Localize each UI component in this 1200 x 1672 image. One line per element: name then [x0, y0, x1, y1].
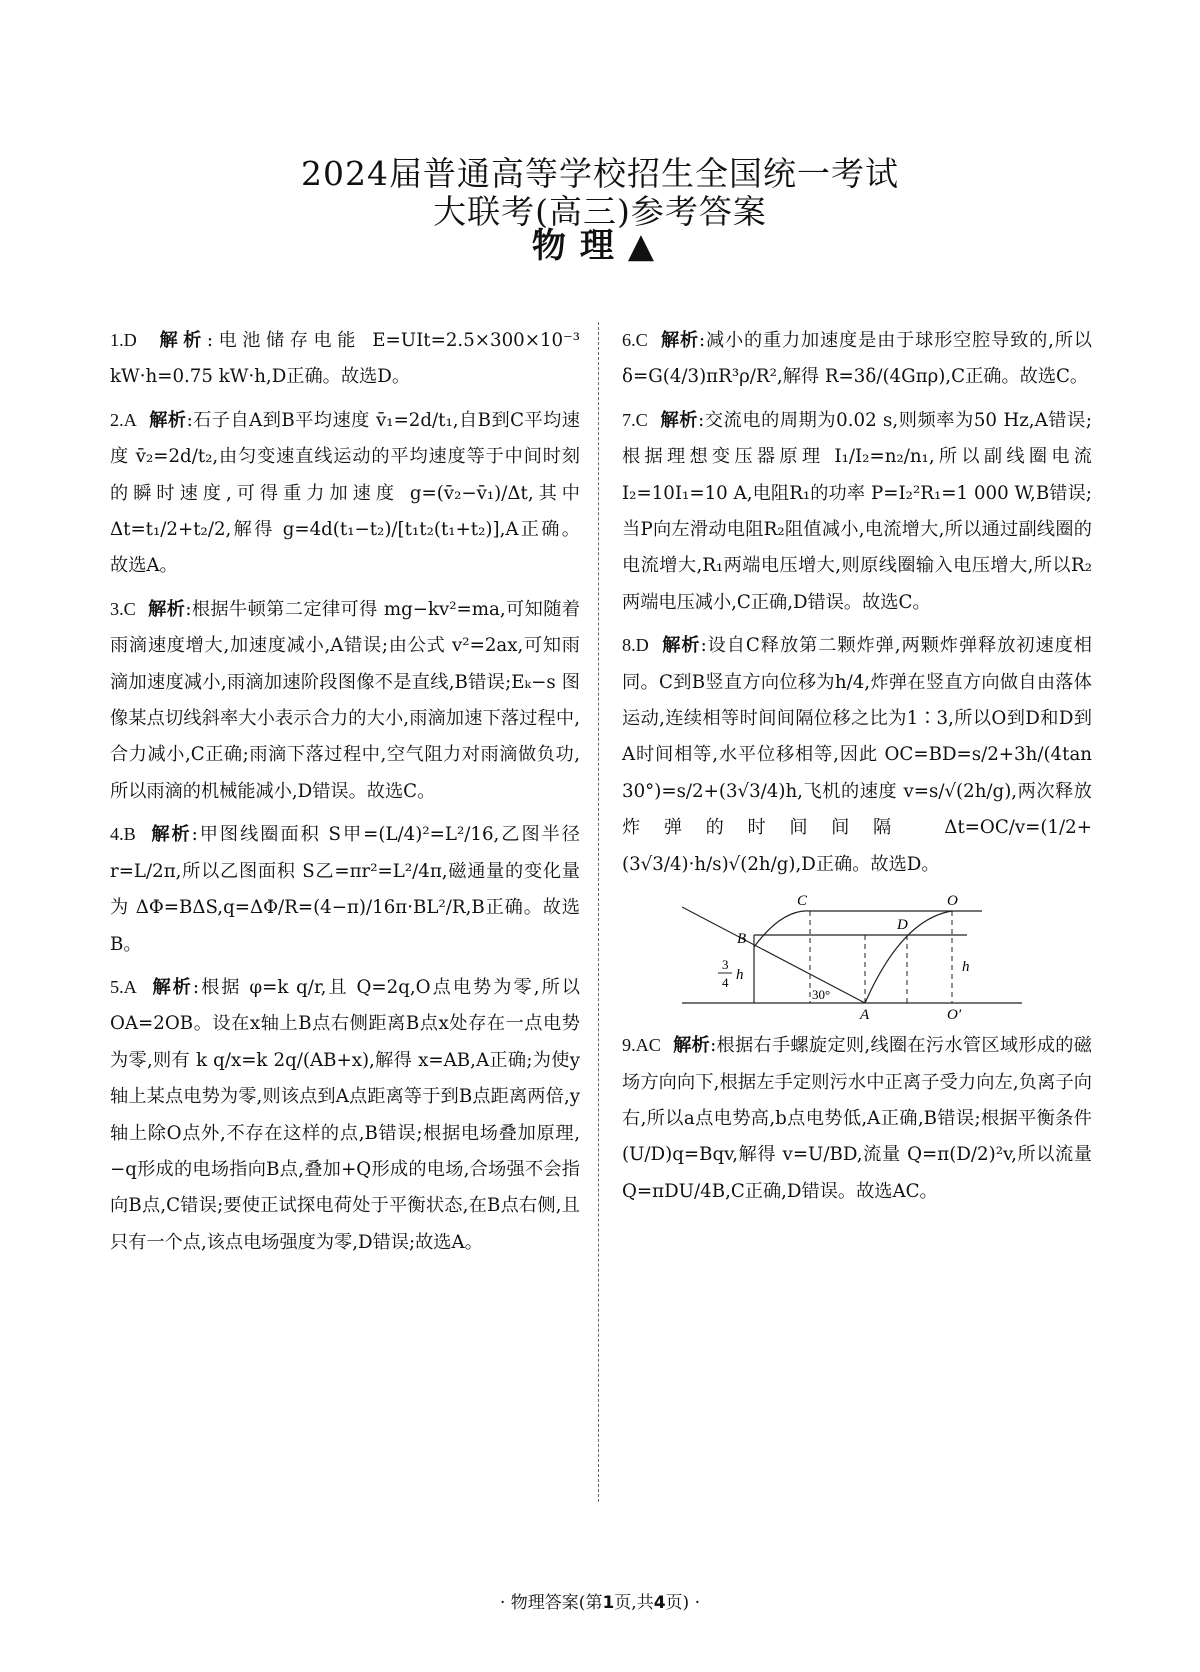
- page-footer: [0, 1588, 1200, 1613]
- item-number: 7.C: [622, 409, 648, 430]
- subject-heading: 物理▲: [531, 226, 669, 266]
- item-number: 4.B: [110, 824, 136, 845]
- analysis-label: 解析: [673, 1035, 711, 1057]
- analysis-label: 解析: [148, 598, 186, 620]
- exam-title-line2: 大联考(高三)参考答案: [433, 192, 767, 231]
- footer-page-number: 1: [602, 1593, 615, 1613]
- trajectory-line: [682, 907, 865, 1003]
- answer-item: [622, 627, 1092, 883]
- exam-title-line1: 2024届普通高等学校招生全国统一考试: [301, 154, 899, 193]
- arc-bc: [754, 911, 810, 947]
- item-number: 1.D: [110, 330, 137, 350]
- analysis-label: 解析: [149, 409, 187, 431]
- answer-item: [110, 969, 580, 1261]
- item-number: 3.C: [110, 598, 136, 619]
- label-o: O: [947, 893, 958, 910]
- item-number: 9.AC: [622, 1035, 661, 1056]
- item-text: :根据牛顿第二定律可得 mg−kv²=ma,可知随着雨滴速度增大,加速度减小,A错误;由公式 v²=2ax,可知雨滴加速度减小,雨滴加速阶段图像不是直线,B错误;Eₖ−s 图像某点切线斜率大小表示合力的大小,雨滴加速下落过程中,合力减小,C正确;雨滴下落过程中,空气阻力对雨滴做负功,所以雨滴的机械能减小,D错误。故选C。: [110, 598, 580, 802]
- label-b: B: [737, 931, 747, 948]
- analysis-label: 解析: [159, 330, 207, 351]
- answer-item: [110, 591, 580, 810]
- analysis-label: 解析: [661, 330, 700, 351]
- footer-left: · 物理答案(第: [500, 1593, 603, 1613]
- left-column: [110, 322, 580, 1267]
- label-h: h: [962, 959, 970, 976]
- item-text: :根据右手螺旋定则,线圈在污水管区域形成的磁场方向向下,根据左手定则污水中正离子受力向左,负离子向右,所以a点电势高,b点电势低,A正确,B错误;根据平衡条件 (U/D)q=Bqv,解得 v=U/BD,流量 Q=π(D/2)²v,所以流量 Q=πDU/4B,C正确,D错误。故选AC。: [622, 1035, 1092, 1202]
- item-text: :设自C释放第二颗炸弹,两颗炸弹释放初速度相同。C到B竖直方向位移为h/4,炸弹在竖直方向做自由落体运动,连续相等时间间隔位移之比为1∶3,所以O到D和D到A时间相等,水平位移相等,因此 OC=BD=s/2+3h/(4tan 30°)=s/2+(3√3/4)h,飞机的速度 v=s/√(2h/g),两次释放炸弹的时间间隔 Δt=OC/v=(1/2+(3√3/4)·h/s)√(2h/g),D正确。故选D。: [622, 635, 1092, 875]
- item-text: :甲图线圈面积 S甲=(L/4)²=L²/16,乙图半径 r=L/2π,所以乙图面积 S乙=πr²=L²/4π,磁通量的变化量为 ΔΦ=BΔS,q=ΔΦ/R=(4−π)/16π·BL²/R,B正确。故选B。: [110, 824, 580, 955]
- item-text: :电池储存电能 E=UIt=2.5×300×10⁻³ kW·h=0.75 kW·h,D正确。故选D。: [110, 330, 580, 388]
- item-text: :减小的重力加速度是由于球形空腔导致的,所以 δ=G(4/3)πR³ρ/R²,解得 R=3δ/(4Gπρ),C正确。故选C。: [622, 330, 1092, 388]
- answer-item: [622, 402, 1092, 621]
- item-text: :石子自A到B平均速度 v̄₁=2d/t₁,自B到C平均速度 v̄₂=2d/t₂,由匀变速直线运动的平均速度等于中间时刻的瞬时速度,可得重力加速度 g=(v̄₂−v̄₁)/Δt,其中 Δt=t₁/2+t₂/2,解得 g=4d(t₁−t₂)/[t₁t₂(t₁+t₂)],A正确。故选A。: [110, 409, 580, 577]
- label-angle: 30°: [812, 987, 831, 1003]
- label-o-prime: O′: [947, 1007, 962, 1020]
- analysis-label: 解析: [660, 409, 699, 431]
- label-d: D: [897, 917, 908, 934]
- right-column: [622, 322, 1092, 1216]
- footer-right: 页) ·: [665, 1593, 700, 1613]
- answer-item: [110, 322, 580, 396]
- footer-total-pages: 4: [653, 1593, 666, 1613]
- answer-item: [110, 816, 580, 963]
- label-c: C: [797, 893, 808, 910]
- analysis-label: 解析: [662, 635, 701, 657]
- item-text: :交流电的周期为0.02 s,则频率为50 Hz,A错误;根据理想变压器原理 I₁/I₂=n₂/n₁,所以副线圈电流 I₂=10I₁=10 A,电阻R₁的功率 P=I₂²R₁=1 000 W,B错误;当P向左滑动电阻R₂阻值减小,电流增大,所以通过副线圈的电流增大,R₁两端电压增大,则原线圈输入电压增大,所以R₂两端电压减小,C正确,D错误。故选C。: [622, 409, 1092, 613]
- parabola-oa: [865, 911, 952, 1003]
- frac-denominator: 4: [722, 975, 729, 991]
- frac-h: h: [736, 967, 744, 984]
- item-text: :根据 φ=k q/r,且 Q=2q,O点电势为零,所以 OA=2OB。设在x轴上B点右侧距离B点x处存在一点电势为零,则有 k q/x=k 2q/(AB+x),解得 x=AB,A正确;为使y轴上某点电势为零,则该点到A点距离等于到B点距离两倍,y轴上除O点外,不存在这样的点,B错误;根据电场叠加原理,−q形成的电场指向B点,叠加+Q形成的电场,合场强不会指向B点,C错误;要使正试探电荷处于平衡状态,在B点右侧,且只有一个点,该点电场强度为零,D错误;故选A。: [110, 976, 580, 1253]
- frac-numerator: 3: [722, 957, 729, 973]
- projectile-diagram: [682, 889, 1022, 1019]
- answer-item: [622, 1027, 1092, 1210]
- item-number: 6.C: [622, 330, 648, 350]
- analysis-label: 解析: [151, 824, 192, 846]
- analysis-label: 解析: [152, 976, 193, 998]
- answer-item: [622, 322, 1092, 396]
- item-number: 5.A: [110, 976, 137, 997]
- item-number: 2.A: [110, 409, 137, 430]
- column-divider: [598, 322, 599, 1502]
- label-a: A: [860, 1007, 870, 1020]
- answer-item: [110, 402, 580, 585]
- footer-mid: 页,共: [614, 1593, 654, 1613]
- item-number: 8.D: [622, 635, 649, 656]
